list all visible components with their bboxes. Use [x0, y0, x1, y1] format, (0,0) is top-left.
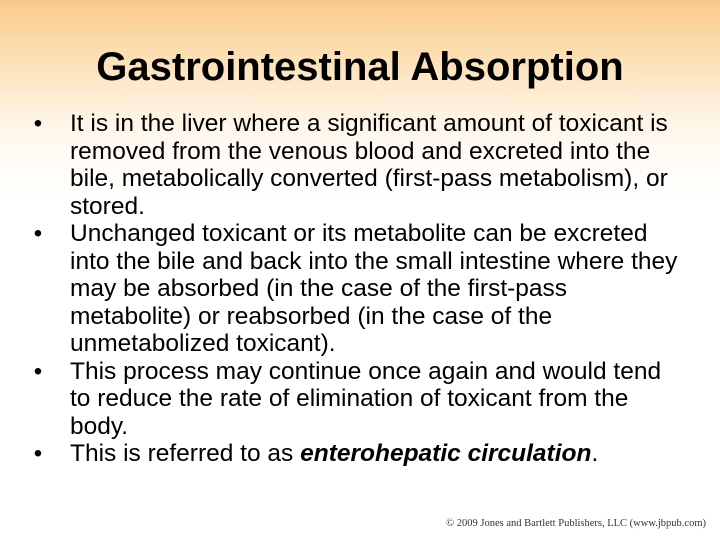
copyright-notice: © 2009 Jones and Bartlett Publishers, LLC (www.jbpub.com) [446, 518, 706, 529]
bullet-text: This process may continue once again and would tend to reduce the rate of elimination of toxicant from the body. [70, 357, 662, 440]
bullet-text: Unchanged toxicant or its metabolite can be excreted into the bile and back into the small intestine where they may be absorbed (in the case of the first-pass metabolite) or reabsorbed (in the case of the unmetabolized toxicant). [70, 220, 678, 357]
bullet-item-process [28, 358, 688, 441]
bullet-icon: • [33, 357, 43, 385]
slide-title: Gastrointestinal Absorption [96, 45, 624, 89]
bullet-item-liver [28, 110, 688, 220]
bullet-icon: • [33, 220, 43, 247]
bullet-item-enterohepatic [28, 440, 688, 468]
bullet-item-unchanged-toxicant [28, 220, 688, 358]
bullet-list [28, 110, 688, 468]
bullet-text-before: This is referred to as [70, 440, 301, 467]
bullet-icon: • [33, 110, 43, 137]
bullet-text-after: . [591, 440, 599, 467]
emphasis-term: enterohepatic circulation [300, 440, 592, 467]
bullet-icon: • [33, 440, 43, 467]
bullet-text: It is in the liver where a significant amount of toxicant is removed from the venous blood and excreted into the bile, metabolically converted (first-pass metabolism), or stored. [70, 110, 668, 220]
